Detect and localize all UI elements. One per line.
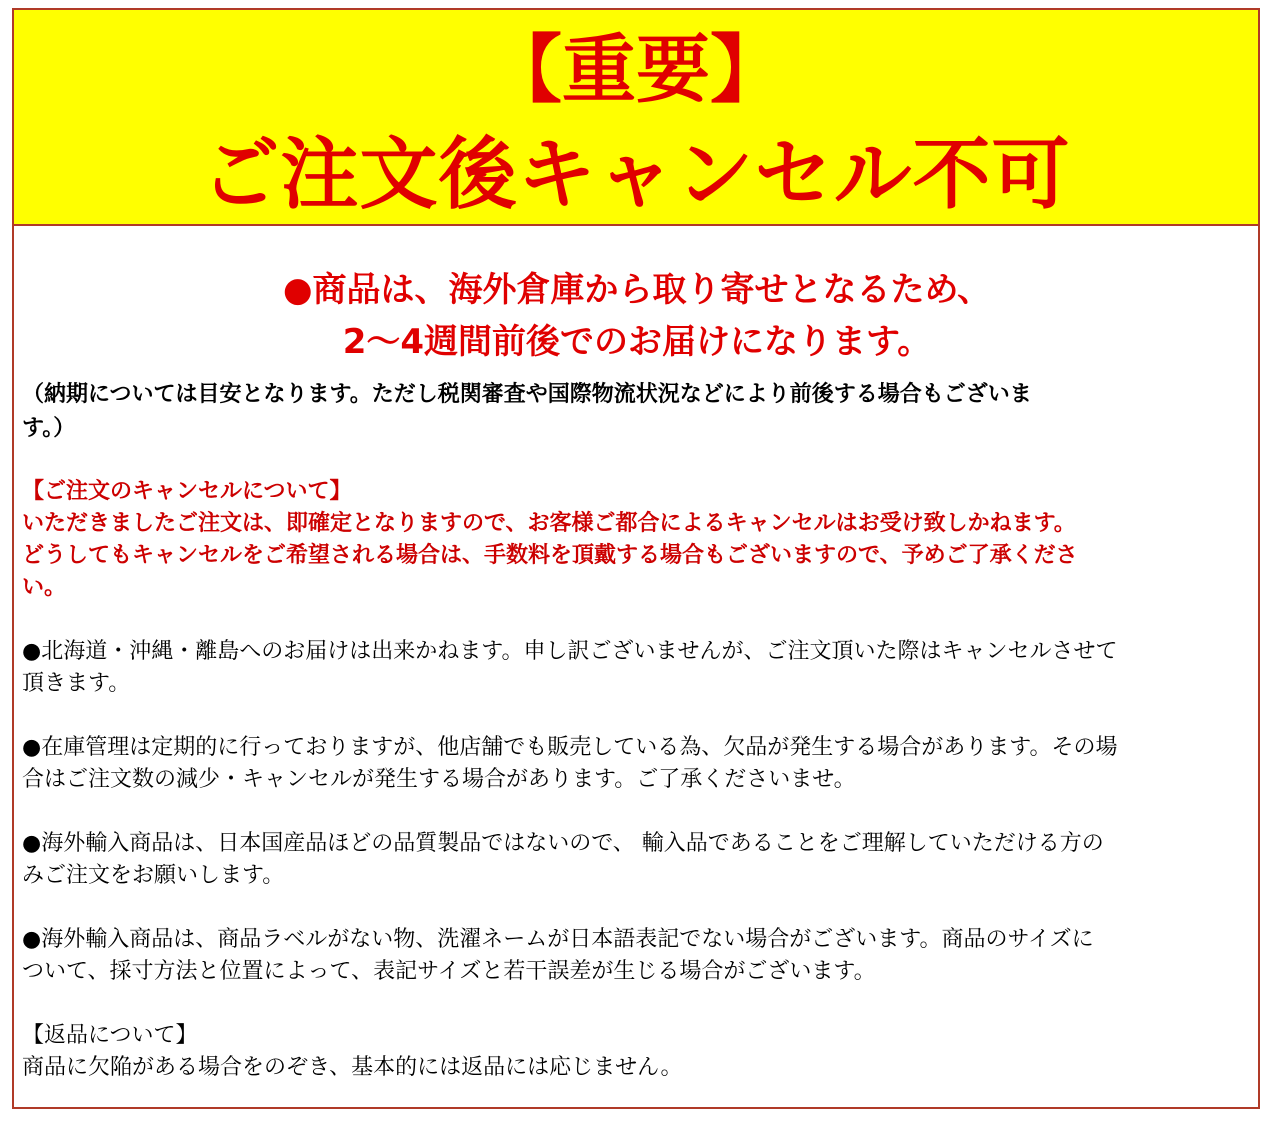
cancel-line-3: い。 [22,575,67,600]
banner-subtitle: ご注文後キャンセル不可 [201,130,1071,220]
banner-title: 【重要】 [488,27,784,113]
paragraph-line: ●海外輸入商品は、商品ラベルがない物、洗濯ネームが日本語表記でない場合がございます。商品のサイズに [22,927,1094,952]
returns-text: 商品に欠陥がある場合をのぞき、基本的には返品には応じません。 [22,1055,683,1080]
paragraph-line: ●北海道・沖縄・離島へのお届けは出来かねます。申し訳ございませんが、ご注文頂いた際はキャンセルさせて [22,639,1118,664]
paragraph-line: ●海外輸入商品は、日本国産品ほどの品質製品ではないので、 輸入品であることをご理解していただける方の [22,831,1104,856]
lead-line-2: 2～4週間前後でのお届けになります。 [342,322,932,362]
delivery-note [22,378,1252,446]
shipping-area-notice [22,636,1252,700]
lead-line-1: ●商品は、海外倉庫から取り寄せとなるため、 [282,270,992,310]
lead-notice [22,264,1252,368]
returns-heading: 【返品について】 [22,1023,198,1048]
paragraph-line: 頂きます。 [22,671,131,696]
paragraph-line: 合はご注文数の減少・キャンセルが発生する場合があります。ご了承くださいませ。 [22,767,856,792]
notice-frame [12,8,1260,1109]
cancel-line-1: いただきましたご注文は、即確定となりますので、お客様ご都合によるキャンセルはお受け致しかねます。 [22,511,1076,536]
cancel-heading: 【ご注文のキャンセルについて】 [22,479,352,504]
paragraph-line: ついて、採寸方法と位置によって、表記サイズと若干誤差が生じる場合がございます。 [22,959,876,984]
paragraph-line: ●在庫管理は定期的に行っておりますが、他店舗でも販売している為、欠品が発生する場合があります。その場 [22,735,1118,760]
returns-policy [22,1020,1252,1084]
cancel-policy [22,476,1252,604]
quality-notice [22,828,1252,892]
delivery-note-line-2: す。） [22,416,76,441]
delivery-note-line-1: （納期については目安となります。ただし税関審査や国際物流状況などにより前後する場合もございま [22,382,1032,407]
important-banner [14,10,1258,226]
paragraph-line: みご注文をお願いします。 [22,863,285,888]
cancel-line-2: どうしてもキャンセルをご希望される場合は、手数料を頂戴する場合もございますので、予めご了承くださ [22,543,1078,568]
label-size-notice [22,924,1252,988]
stock-notice [22,732,1252,796]
